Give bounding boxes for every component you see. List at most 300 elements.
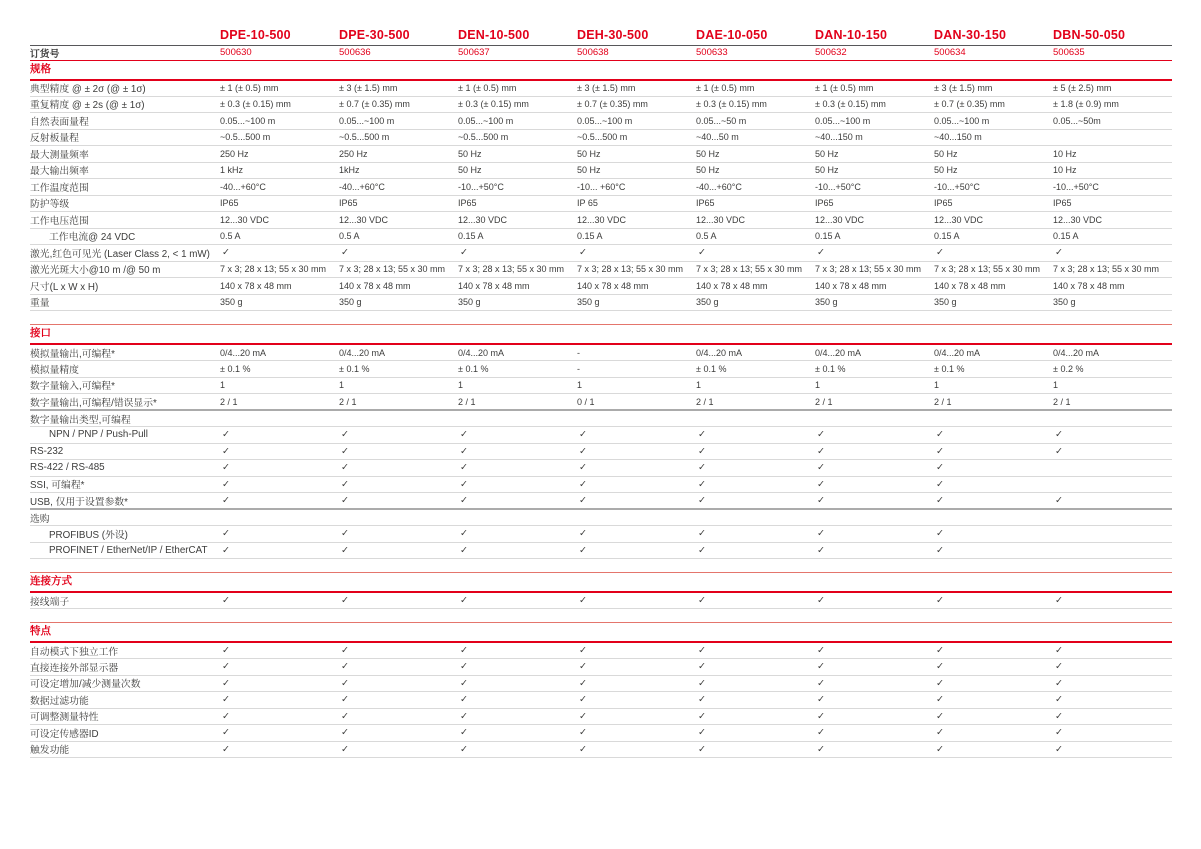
- check-icon: ✓: [698, 710, 706, 722]
- spec-label: 可设定增加/减少测量次数: [30, 675, 220, 692]
- spec-value: [339, 509, 458, 526]
- check-icon: ✓: [698, 478, 706, 490]
- spec-value: 1: [577, 377, 696, 394]
- order-number: 500633: [696, 45, 815, 60]
- spec-value: [815, 245, 934, 262]
- spec-value: [815, 692, 934, 709]
- spec-row: [30, 212, 1172, 229]
- check-icon: ✓: [817, 544, 825, 556]
- spec-value: ± 0.2 %: [1053, 361, 1172, 378]
- check-icon: ✓: [579, 429, 587, 441]
- spec-value: ± 3 (± 1.5) mm: [934, 80, 1053, 97]
- spec-row: [30, 427, 1172, 444]
- spec-value: [577, 708, 696, 725]
- spec-row: [30, 476, 1172, 493]
- spec-value: 1: [696, 377, 815, 394]
- spec-row: [30, 179, 1172, 196]
- spec-label: 可设定传感器ID: [30, 725, 220, 742]
- spec-value: 50 Hz: [815, 162, 934, 179]
- check-icon: ✓: [1055, 694, 1063, 706]
- check-icon: ✓: [222, 495, 230, 506]
- spec-value: [696, 592, 815, 609]
- spec-value: [220, 659, 339, 676]
- spec-value: 50 Hz: [458, 146, 577, 163]
- spec-value: ± 3 (± 1.5) mm: [339, 80, 458, 97]
- check-icon: ✓: [341, 462, 349, 474]
- check-icon: ✓: [817, 445, 825, 457]
- spec-value: [1053, 427, 1172, 444]
- check-icon: ✓: [460, 645, 468, 656]
- spec-row: [30, 294, 1172, 311]
- spec-row: [30, 509, 1172, 526]
- spec-value: [339, 725, 458, 742]
- check-icon: ✓: [341, 495, 349, 506]
- spec-value: [696, 509, 815, 526]
- spec-label: SSI, 可编程*: [30, 476, 220, 493]
- spec-value: 0/4...20 mA: [696, 344, 815, 361]
- spec-row: [30, 410, 1172, 427]
- check-icon: ✓: [222, 528, 230, 540]
- spec-value: ± 0.1 %: [696, 361, 815, 378]
- spec-value: 7 x 3; 28 x 13; 55 x 30 mm: [934, 261, 1053, 278]
- spec-value: [577, 493, 696, 510]
- section-spacer: [30, 311, 1172, 325]
- spec-value: IP65: [934, 195, 1053, 212]
- spec-value: -: [577, 361, 696, 378]
- check-icon: ✓: [817, 743, 825, 755]
- spec-value: [1053, 493, 1172, 510]
- spec-label: 数字量输入,可编程*: [30, 377, 220, 394]
- order-number: 500634: [934, 45, 1053, 60]
- spec-value: ~0.5...500 m: [577, 129, 696, 146]
- check-icon: ✓: [698, 645, 706, 656]
- spec-value: [339, 410, 458, 427]
- check-icon: ✓: [936, 462, 944, 474]
- check-icon: ✓: [579, 595, 587, 606]
- check-icon: ✓: [460, 677, 468, 689]
- spec-value: -10...+50°C: [458, 179, 577, 196]
- spec-value: 140 x 78 x 48 mm: [458, 278, 577, 295]
- spec-label: 直接连接外部显示器: [30, 659, 220, 676]
- order-number-row: [30, 45, 1172, 60]
- spec-value: 140 x 78 x 48 mm: [220, 278, 339, 295]
- spec-value: [339, 659, 458, 676]
- spec-value: ~40...150 m: [815, 129, 934, 146]
- check-icon: ✓: [222, 429, 230, 441]
- spec-value: IP65: [220, 195, 339, 212]
- spec-value: [815, 443, 934, 460]
- check-icon: ✓: [341, 727, 349, 739]
- spec-value: [220, 692, 339, 709]
- spec-value: [220, 675, 339, 692]
- check-icon: ✓: [341, 694, 349, 706]
- check-icon: ✓: [460, 694, 468, 706]
- spec-value: ~40...50 m: [696, 129, 815, 146]
- spec-value: 50 Hz: [577, 162, 696, 179]
- spec-label: 防护等级: [30, 195, 220, 212]
- spec-value: 2 / 1: [934, 394, 1053, 411]
- check-icon: ✓: [579, 544, 587, 556]
- check-icon: ✓: [698, 429, 706, 441]
- spec-row: [30, 162, 1172, 179]
- spec-row: [30, 245, 1172, 262]
- section-title: 接口: [30, 325, 1172, 345]
- spec-value: 250 Hz: [339, 146, 458, 163]
- check-icon: ✓: [341, 544, 349, 556]
- spec-row: [30, 542, 1172, 559]
- product-name: DBN-50-050: [1053, 26, 1172, 45]
- spec-value: [577, 642, 696, 659]
- spec-value: [934, 526, 1053, 543]
- spec-value: 0.05...~50 m: [696, 113, 815, 130]
- spec-value: [1053, 129, 1172, 146]
- spec-value: [458, 642, 577, 659]
- check-icon: ✓: [579, 694, 587, 706]
- section-title: 特点: [30, 623, 1172, 643]
- check-icon: ✓: [698, 462, 706, 474]
- spec-value: [815, 708, 934, 725]
- spec-value: 0/4...20 mA: [815, 344, 934, 361]
- spec-value: [815, 741, 934, 758]
- order-number: 500636: [339, 45, 458, 60]
- spec-value: 2 / 1: [458, 394, 577, 411]
- check-icon: ✓: [817, 710, 825, 722]
- spec-value: 0/4...20 mA: [458, 344, 577, 361]
- spec-value: 10 Hz: [1053, 162, 1172, 179]
- check-icon: ✓: [460, 710, 468, 722]
- order-number: 500630: [220, 45, 339, 60]
- spec-value: [458, 509, 577, 526]
- spec-value: [696, 675, 815, 692]
- check-icon: ✓: [1055, 495, 1063, 506]
- spec-value: [339, 692, 458, 709]
- check-icon: ✓: [1055, 743, 1063, 755]
- spec-value: [934, 725, 1053, 742]
- spec-value: [934, 493, 1053, 510]
- spec-value: [339, 526, 458, 543]
- spec-value: ± 3 (± 1.5) mm: [577, 80, 696, 97]
- check-icon: ✓: [817, 429, 825, 441]
- spec-value: [339, 460, 458, 477]
- check-icon: ✓: [579, 727, 587, 739]
- spec-value: [339, 443, 458, 460]
- spec-value: [815, 659, 934, 676]
- spec-value: [934, 427, 1053, 444]
- spec-value: [696, 725, 815, 742]
- product-name: DEN-10-500: [458, 26, 577, 45]
- spec-value: IP65: [458, 195, 577, 212]
- order-number: 500638: [577, 45, 696, 60]
- spec-value: [815, 592, 934, 609]
- section-title: 连接方式: [30, 573, 1172, 593]
- spec-value: 0.15 A: [1053, 228, 1172, 245]
- spec-value: 7 x 3; 28 x 13; 55 x 30 mm: [339, 261, 458, 278]
- check-icon: ✓: [579, 528, 587, 540]
- section-title: 规格: [30, 60, 1172, 80]
- spec-row: [30, 443, 1172, 460]
- spec-value: [815, 675, 934, 692]
- spec-value: [339, 245, 458, 262]
- spacer-cell: [30, 559, 1172, 573]
- spec-value: [220, 509, 339, 526]
- spec-value: 1 kHz: [220, 162, 339, 179]
- spec-value: 7 x 3; 28 x 13; 55 x 30 mm: [815, 261, 934, 278]
- check-icon: ✓: [579, 743, 587, 755]
- spec-label: 触发功能: [30, 741, 220, 758]
- spec-value: 0.15 A: [458, 228, 577, 245]
- spec-value: [815, 509, 934, 526]
- spec-label: 最大测量频率: [30, 146, 220, 163]
- spec-value: [1053, 526, 1172, 543]
- check-icon: ✓: [1055, 429, 1063, 441]
- order-number: 500635: [1053, 45, 1172, 60]
- spec-value: [696, 476, 815, 493]
- spec-value: [815, 493, 934, 510]
- spec-value: 12...30 VDC: [696, 212, 815, 229]
- spec-value: 140 x 78 x 48 mm: [1053, 278, 1172, 295]
- check-icon: ✓: [936, 710, 944, 722]
- spec-value: [696, 443, 815, 460]
- spec-value: [577, 542, 696, 559]
- spec-value: [934, 542, 1053, 559]
- spec-value: [1053, 509, 1172, 526]
- spec-value: [458, 708, 577, 725]
- spec-row: [30, 80, 1172, 97]
- check-icon: ✓: [817, 478, 825, 490]
- corner-cell: [30, 26, 220, 45]
- spec-row: [30, 692, 1172, 709]
- check-icon: ✓: [579, 462, 587, 474]
- spec-value: [458, 725, 577, 742]
- spec-value: [220, 443, 339, 460]
- spec-value: 50 Hz: [458, 162, 577, 179]
- section-title-row: [30, 623, 1172, 643]
- check-icon: ✓: [698, 528, 706, 540]
- spec-label: 典型精度 @ ± 2σ (@ ± 1σ): [30, 80, 220, 97]
- spec-value: [458, 659, 577, 676]
- check-icon: ✓: [579, 710, 587, 722]
- spec-value: [696, 245, 815, 262]
- check-icon: ✓: [222, 478, 230, 490]
- check-icon: ✓: [222, 544, 230, 556]
- spec-value: [220, 245, 339, 262]
- spec-value: 7 x 3; 28 x 13; 55 x 30 mm: [577, 261, 696, 278]
- spec-value: [577, 675, 696, 692]
- check-icon: ✓: [817, 247, 825, 259]
- order-row-label: 订货号: [30, 45, 220, 60]
- spec-value: [220, 476, 339, 493]
- check-icon: ✓: [460, 247, 468, 259]
- section-title-row: [30, 325, 1172, 345]
- spec-label: 数字量输出,可编程/错误显示*: [30, 394, 220, 411]
- order-number: 500637: [458, 45, 577, 60]
- check-icon: ✓: [341, 743, 349, 755]
- spec-value: [458, 675, 577, 692]
- spec-value: ± 0.3 (± 0.15) mm: [458, 96, 577, 113]
- spec-value: 140 x 78 x 48 mm: [696, 278, 815, 295]
- spec-value: 2 / 1: [1053, 394, 1172, 411]
- spec-value: 1kHz: [339, 162, 458, 179]
- check-icon: ✓: [698, 595, 706, 606]
- spec-value: [1053, 741, 1172, 758]
- check-icon: ✓: [460, 495, 468, 506]
- spec-value: [934, 460, 1053, 477]
- spec-value: ± 0.3 (± 0.15) mm: [696, 96, 815, 113]
- spec-row: [30, 394, 1172, 411]
- check-icon: ✓: [698, 694, 706, 706]
- spec-value: [934, 675, 1053, 692]
- spec-value: 50 Hz: [577, 146, 696, 163]
- spec-value: 12...30 VDC: [339, 212, 458, 229]
- spec-value: 0 / 1: [577, 394, 696, 411]
- check-icon: ✓: [579, 661, 587, 673]
- spec-row: [30, 261, 1172, 278]
- spec-value: IP 65: [577, 195, 696, 212]
- check-icon: ✓: [341, 429, 349, 441]
- spec-value: 0.15 A: [934, 228, 1053, 245]
- spec-value: 7 x 3; 28 x 13; 55 x 30 mm: [458, 261, 577, 278]
- spec-label: RS-422 / RS-485: [30, 460, 220, 477]
- spec-row: [30, 708, 1172, 725]
- check-icon: ✓: [936, 661, 944, 673]
- check-icon: ✓: [341, 661, 349, 673]
- spec-value: 0.05...~100 m: [220, 113, 339, 130]
- spec-value: 0.15 A: [815, 228, 934, 245]
- spec-value: ± 1 (± 0.5) mm: [458, 80, 577, 97]
- spec-value: 2 / 1: [220, 394, 339, 411]
- spec-label: 反射板量程: [30, 129, 220, 146]
- spec-value: ± 0.1 %: [339, 361, 458, 378]
- check-icon: ✓: [698, 544, 706, 556]
- check-icon: ✓: [817, 528, 825, 540]
- spec-row: [30, 96, 1172, 113]
- check-icon: ✓: [460, 544, 468, 556]
- spec-value: [458, 245, 577, 262]
- check-icon: ✓: [698, 743, 706, 755]
- check-icon: ✓: [1055, 445, 1063, 457]
- spec-label: 尺寸(L x W x H): [30, 278, 220, 295]
- check-icon: ✓: [698, 677, 706, 689]
- spec-value: [458, 443, 577, 460]
- product-name: DPE-10-500: [220, 26, 339, 45]
- spec-label: 重量: [30, 294, 220, 311]
- spec-value: 0/4...20 mA: [339, 344, 458, 361]
- spec-label: 工作温度范围: [30, 179, 220, 196]
- spec-value: 140 x 78 x 48 mm: [339, 278, 458, 295]
- section-spacer: [30, 559, 1172, 573]
- check-icon: ✓: [698, 495, 706, 506]
- spec-label: PROFINET / EtherNet/IP / EtherCAT: [30, 542, 220, 559]
- spec-label: 模拟量精度: [30, 361, 220, 378]
- spec-label: 自然表面量程: [30, 113, 220, 130]
- check-icon: ✓: [1055, 645, 1063, 656]
- spec-label: RS-232: [30, 443, 220, 460]
- spec-value: [220, 542, 339, 559]
- spec-value: [577, 659, 696, 676]
- section-title-row: [30, 60, 1172, 80]
- spec-value: 140 x 78 x 48 mm: [934, 278, 1053, 295]
- spec-value: [1053, 443, 1172, 460]
- spec-value: [934, 410, 1053, 427]
- spec-value: [1053, 460, 1172, 477]
- spec-value: [1053, 476, 1172, 493]
- check-icon: ✓: [1055, 247, 1063, 259]
- check-icon: ✓: [817, 694, 825, 706]
- spec-row: [30, 146, 1172, 163]
- spec-value: 350 g: [1053, 294, 1172, 311]
- spec-value: [458, 741, 577, 758]
- check-icon: ✓: [460, 595, 468, 606]
- spec-value: ± 1.8 (± 0.9) mm: [1053, 96, 1172, 113]
- check-icon: ✓: [222, 445, 230, 457]
- check-icon: ✓: [817, 677, 825, 689]
- check-icon: ✓: [222, 595, 230, 606]
- spec-row: [30, 741, 1172, 758]
- check-icon: ✓: [222, 661, 230, 673]
- spec-value: 12...30 VDC: [1053, 212, 1172, 229]
- check-icon: ✓: [698, 727, 706, 739]
- spec-value: [815, 725, 934, 742]
- spec-value: [339, 476, 458, 493]
- spec-row: [30, 659, 1172, 676]
- spec-label: PROFIBUS (外设): [30, 526, 220, 543]
- spec-value: [1053, 659, 1172, 676]
- spec-value: ± 1 (± 0.5) mm: [220, 80, 339, 97]
- spec-value: ~0.5...500 m: [458, 129, 577, 146]
- spec-row: [30, 675, 1172, 692]
- check-icon: ✓: [341, 445, 349, 457]
- spec-value: [458, 526, 577, 543]
- spec-value: 1: [220, 377, 339, 394]
- spec-value: [339, 542, 458, 559]
- check-icon: ✓: [460, 727, 468, 739]
- spec-value: [815, 526, 934, 543]
- spec-value: [934, 592, 1053, 609]
- spec-value: [696, 427, 815, 444]
- spec-label: 激光光斑大小@10 m /@ 50 m: [30, 261, 220, 278]
- spec-value: [577, 460, 696, 477]
- spec-value: 0.15 A: [577, 228, 696, 245]
- spec-value: [696, 542, 815, 559]
- spec-value: ± 0.1 %: [934, 361, 1053, 378]
- check-icon: ✓: [341, 478, 349, 490]
- check-icon: ✓: [1055, 710, 1063, 722]
- spec-value: ± 5 (± 2.5) mm: [1053, 80, 1172, 97]
- spec-value: [934, 476, 1053, 493]
- check-icon: ✓: [222, 743, 230, 755]
- spec-value: [577, 592, 696, 609]
- spec-label: 可调整测量特性: [30, 708, 220, 725]
- check-icon: ✓: [936, 478, 944, 490]
- spec-value: [934, 509, 1053, 526]
- spec-value: [458, 410, 577, 427]
- spec-value: IP65: [1053, 195, 1172, 212]
- spec-value: [577, 741, 696, 758]
- spec-value: [220, 493, 339, 510]
- spec-value: 10 Hz: [1053, 146, 1172, 163]
- spec-value: [458, 476, 577, 493]
- spec-value: 0.5 A: [696, 228, 815, 245]
- spec-value: [815, 642, 934, 659]
- spec-value: 0/4...20 mA: [1053, 344, 1172, 361]
- spec-value: [934, 245, 1053, 262]
- spec-value: 50 Hz: [934, 146, 1053, 163]
- spec-value: [934, 741, 1053, 758]
- spec-value: [815, 542, 934, 559]
- spec-value: ± 0.1 %: [220, 361, 339, 378]
- spec-value: 1: [815, 377, 934, 394]
- spec-label: 模拟量输出,可编程*: [30, 344, 220, 361]
